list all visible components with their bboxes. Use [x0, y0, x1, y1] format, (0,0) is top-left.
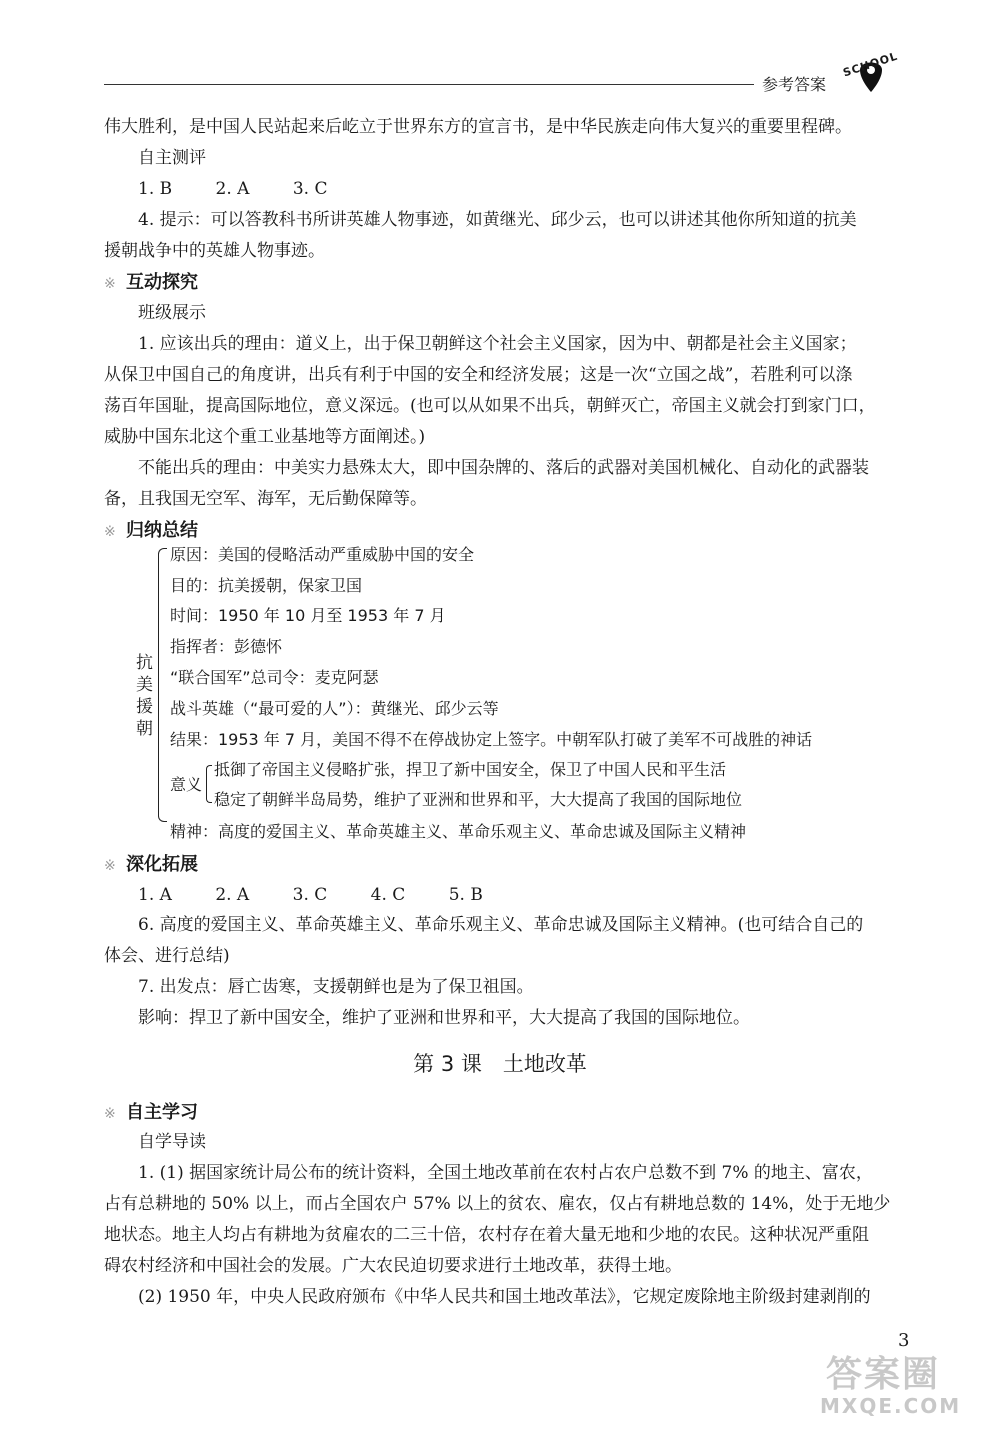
- section-bullet-icon: ※: [104, 1106, 116, 1122]
- paragraph-line: 备，且我国无空军、海军，无后勤保障等。: [104, 489, 427, 509]
- paragraph-line: 威胁中国东北这个重工业基地等方面阐述。): [104, 427, 426, 447]
- q7-line: 7. 出发点：唇亡齿寒，支援朝鲜也是为了保卫祖国。: [138, 977, 534, 997]
- summary-item: 结果：1953 年 7 月，美国不得不在停战协定上签字。中朝军队打破了美军不可战胜的神话: [170, 730, 813, 749]
- summary-meaning-item: 稳定了朝鲜半岛局势，维护了亚洲和世界和平，大大提高了我国的国际地位: [214, 790, 743, 809]
- sub-heading-class-show: 班级展示: [138, 303, 206, 323]
- watermark-top: 答案圈: [826, 1354, 941, 1395]
- header-rule: [104, 84, 754, 85]
- school-logo: [838, 49, 904, 106]
- self-test-answers: [138, 174, 894, 204]
- section-title-interactive: ※ 互动探究: [104, 272, 198, 293]
- page-number: 3: [898, 1330, 910, 1351]
- q4-line: 援朝战争中的英雄人物事迹。: [104, 241, 325, 261]
- summary-meaning-label: 意义: [170, 775, 203, 794]
- extend-answers: [138, 880, 894, 910]
- answer-item: 1. B: [138, 179, 173, 199]
- summary-meaning-item: 抵御了帝国主义侵略扩张，捍卫了新中国安全，保卫了中国人民和平生活: [214, 760, 727, 779]
- summary-root-label: 抗美援朝: [136, 653, 153, 739]
- paragraph-line: (2) 1950 年，中央人民政府颁布《中华人民共和国土地改革法》，它规定废除地主阶级封建剥削的: [138, 1287, 871, 1307]
- q6-line: 6. 高度的爱国主义、革命英雄主义、革命乐观主义、革命忠诚及国际主义精神。(也可结合自己的: [138, 915, 864, 935]
- sub-heading-guided-reading: 自学导读: [138, 1132, 206, 1152]
- paragraph-line: 占有总耕地的 50% 以上，而占全国农户 57% 以上的贫农、雇农，仅占有耕地总数的 14%，处于无地少: [104, 1194, 891, 1214]
- q4-line: 4. 提示：可以答教科书所讲英雄人物事迹，如黄继光、邱少云，也可以讲述其他你所知道的抗美: [138, 210, 857, 230]
- section-bullet-icon: ※: [104, 276, 116, 292]
- answer-item: 4. C: [370, 885, 406, 905]
- answer-item: 1. A: [138, 885, 172, 905]
- answer-item: 2. A: [215, 179, 250, 199]
- summary-item: 战斗英雄（“最可爱的人”）：黄继光、邱少云等: [170, 699, 499, 718]
- answer-item: 5. B: [448, 885, 483, 905]
- q6-line: 体会、进行总结): [104, 946, 230, 966]
- answer-item: 3. C: [292, 885, 328, 905]
- watermark-bottom: MXQE.COM: [820, 1394, 962, 1418]
- paragraph-line: 地状态。地主人均占有耕地为贫雇农的二三十倍，农村存在着大量无地和少地的农民。这种状况严重阻: [104, 1225, 869, 1245]
- summary-item: 目的：抗美援朝，保家卫国: [170, 576, 363, 595]
- sub-heading-self-test: 自主测评: [138, 148, 206, 168]
- summary-item: 指挥者：彭德怀: [170, 637, 283, 656]
- q7-line: 影响：捍卫了新中国安全，维护了亚洲和世界和平，大大提高了我国的国际地位。: [138, 1008, 750, 1028]
- section-bullet-icon: ※: [104, 524, 116, 540]
- header-title: 参考答案: [762, 75, 827, 94]
- section-title-self-study: ※ 自主学习: [104, 1102, 198, 1123]
- summary-item: “联合国军”总司令：麦克阿瑟: [170, 668, 379, 687]
- paragraph-line: 从保卫中国自己的角度讲，出兵有利于中国的安全和经济发展；这是一次“立国之战”，若胜利可以涤: [104, 365, 853, 385]
- continuation-line: 伟大胜利，是中国人民站起来后屹立于世界东方的宣言书，是中华民族走向伟大复兴的重要里程碑。: [104, 117, 852, 137]
- summary-item: 时间：1950 年 10 月至 1953 年 7 月: [170, 606, 446, 625]
- summary-brace: [158, 548, 167, 822]
- section-title-extend: ※ 深化拓展: [104, 854, 198, 875]
- summary-spirit: 精神：高度的爱国主义、革命英雄主义、革命乐观主义、革命忠诚及国际主义精神: [170, 822, 747, 841]
- paragraph-line: 碍农村经济和中国社会的发展。广大农民迫切要求进行土地改革，获得土地。: [104, 1256, 682, 1276]
- paragraph-line: 1. 应该出兵的理由：道义上，出于保卫朝鲜这个社会主义国家，因为中、朝都是社会主义国家；: [138, 334, 857, 354]
- school-logo-text: SCHOOL: [841, 49, 900, 80]
- lesson-title: 第 3 课 土地改革: [413, 1052, 587, 1076]
- answer-item: 3. C: [292, 179, 328, 199]
- paragraph-line: 1. (1) 据国家统计局公布的统计资料，全国土地改革前在农村占农户总数不到 7% 的地主、富农，: [138, 1163, 873, 1183]
- summary-item: 原因：美国的侵略活动严重威胁中国的安全: [170, 545, 475, 564]
- meaning-brace: [206, 765, 212, 803]
- section-bullet-icon: ※: [104, 858, 116, 874]
- answer-item: 2. A: [215, 885, 250, 905]
- paragraph-line: 荡百年国耻，提高国际地位，意义深远。(也可以从如果不出兵，朝鲜灭亡，帝国主义就会打到家门口，: [104, 396, 876, 416]
- paragraph-line: 不能出兵的理由：中美实力悬殊太大，即中国杂牌的、落后的武器对美国机械化、自动化的武器装: [138, 458, 869, 478]
- section-title-summary: ※ 归纳总结: [104, 520, 198, 541]
